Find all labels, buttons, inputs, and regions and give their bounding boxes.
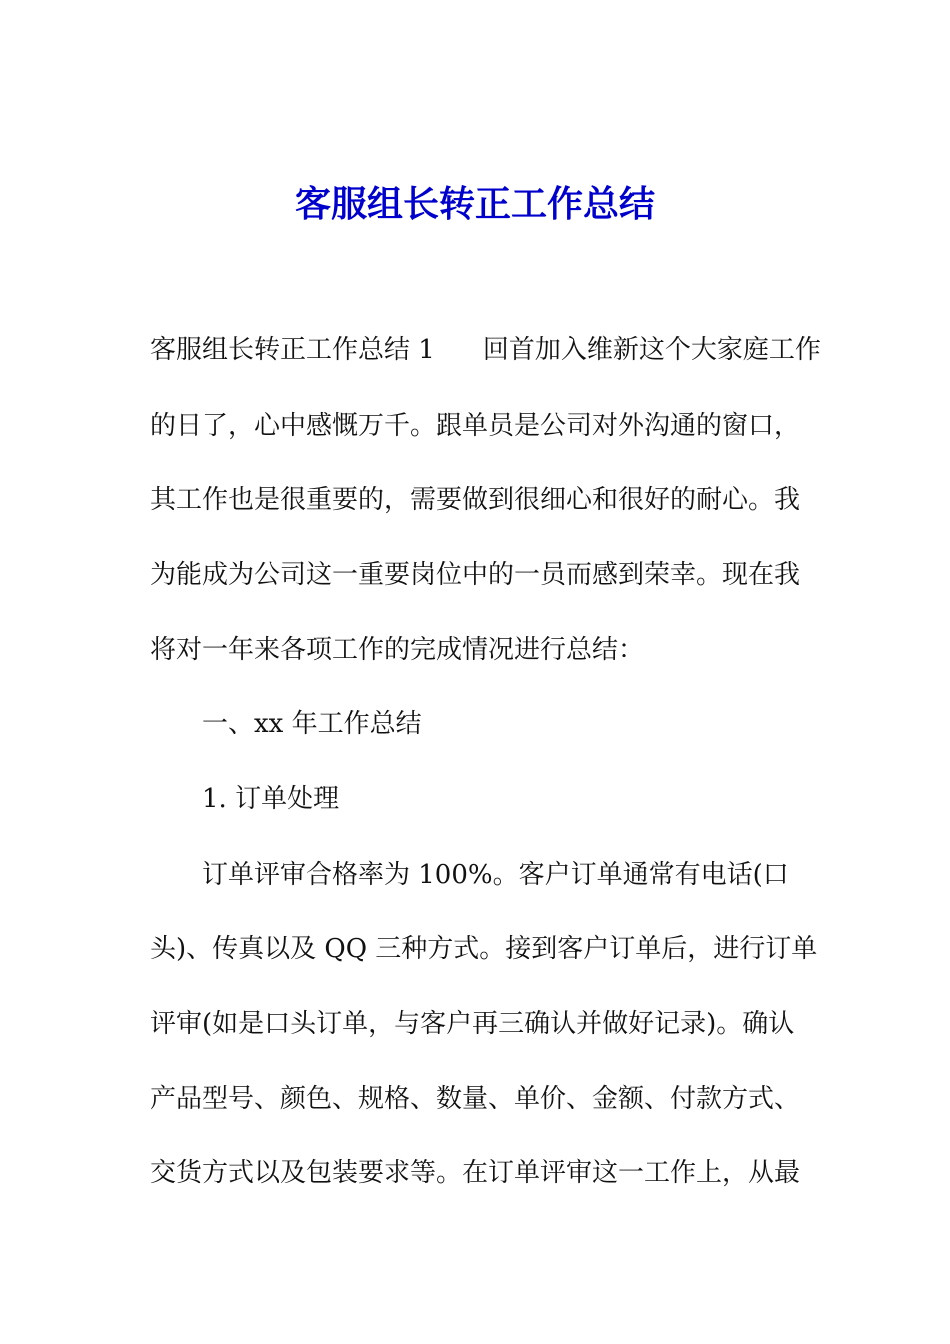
section-heading: 一、xx 年工作总结	[202, 709, 422, 739]
paragraph-line: 交货方式以及包装要求等。在订单评审这一工作上，从最	[150, 1158, 801, 1188]
paragraph-line	[150, 330, 821, 370]
paragraph-line: 评审(如是口头订单，与客户再三确认并做好记录)。确认	[150, 1009, 795, 1039]
paragraph-line: 为能成为公司这一重要岗位中的一员而感到荣幸。现在我	[150, 560, 801, 590]
paragraph-line: 的日了，心中感慨万千。跟单员是公司对外沟通的窗口，	[150, 411, 801, 441]
paragraph-line: 订单评审合格率为 100%。客户订单通常有电话(口	[202, 860, 789, 890]
paragraph-text: 回首加入维新这个大家庭工作	[482, 335, 821, 365]
document-title: 客服组长转正工作总结	[294, 183, 655, 225]
paragraph-line: 产品型号、颜色、规格、数量、单价、金额、付款方式、	[150, 1084, 801, 1114]
paragraph-line: 其工作也是很重要的，需要做到很细心和很好的耐心。我	[150, 485, 801, 515]
section-heading-inline: 客服组长转正工作总结 1	[150, 335, 435, 365]
paragraph-line: 头)、传真以及 QQ 三种方式。接到客户订单后，进行订单	[150, 934, 818, 964]
paragraph-line: 将对一年来各项工作的完成情况进行总结：	[150, 635, 645, 665]
subsection-heading: 1. 订单处理	[202, 784, 340, 814]
